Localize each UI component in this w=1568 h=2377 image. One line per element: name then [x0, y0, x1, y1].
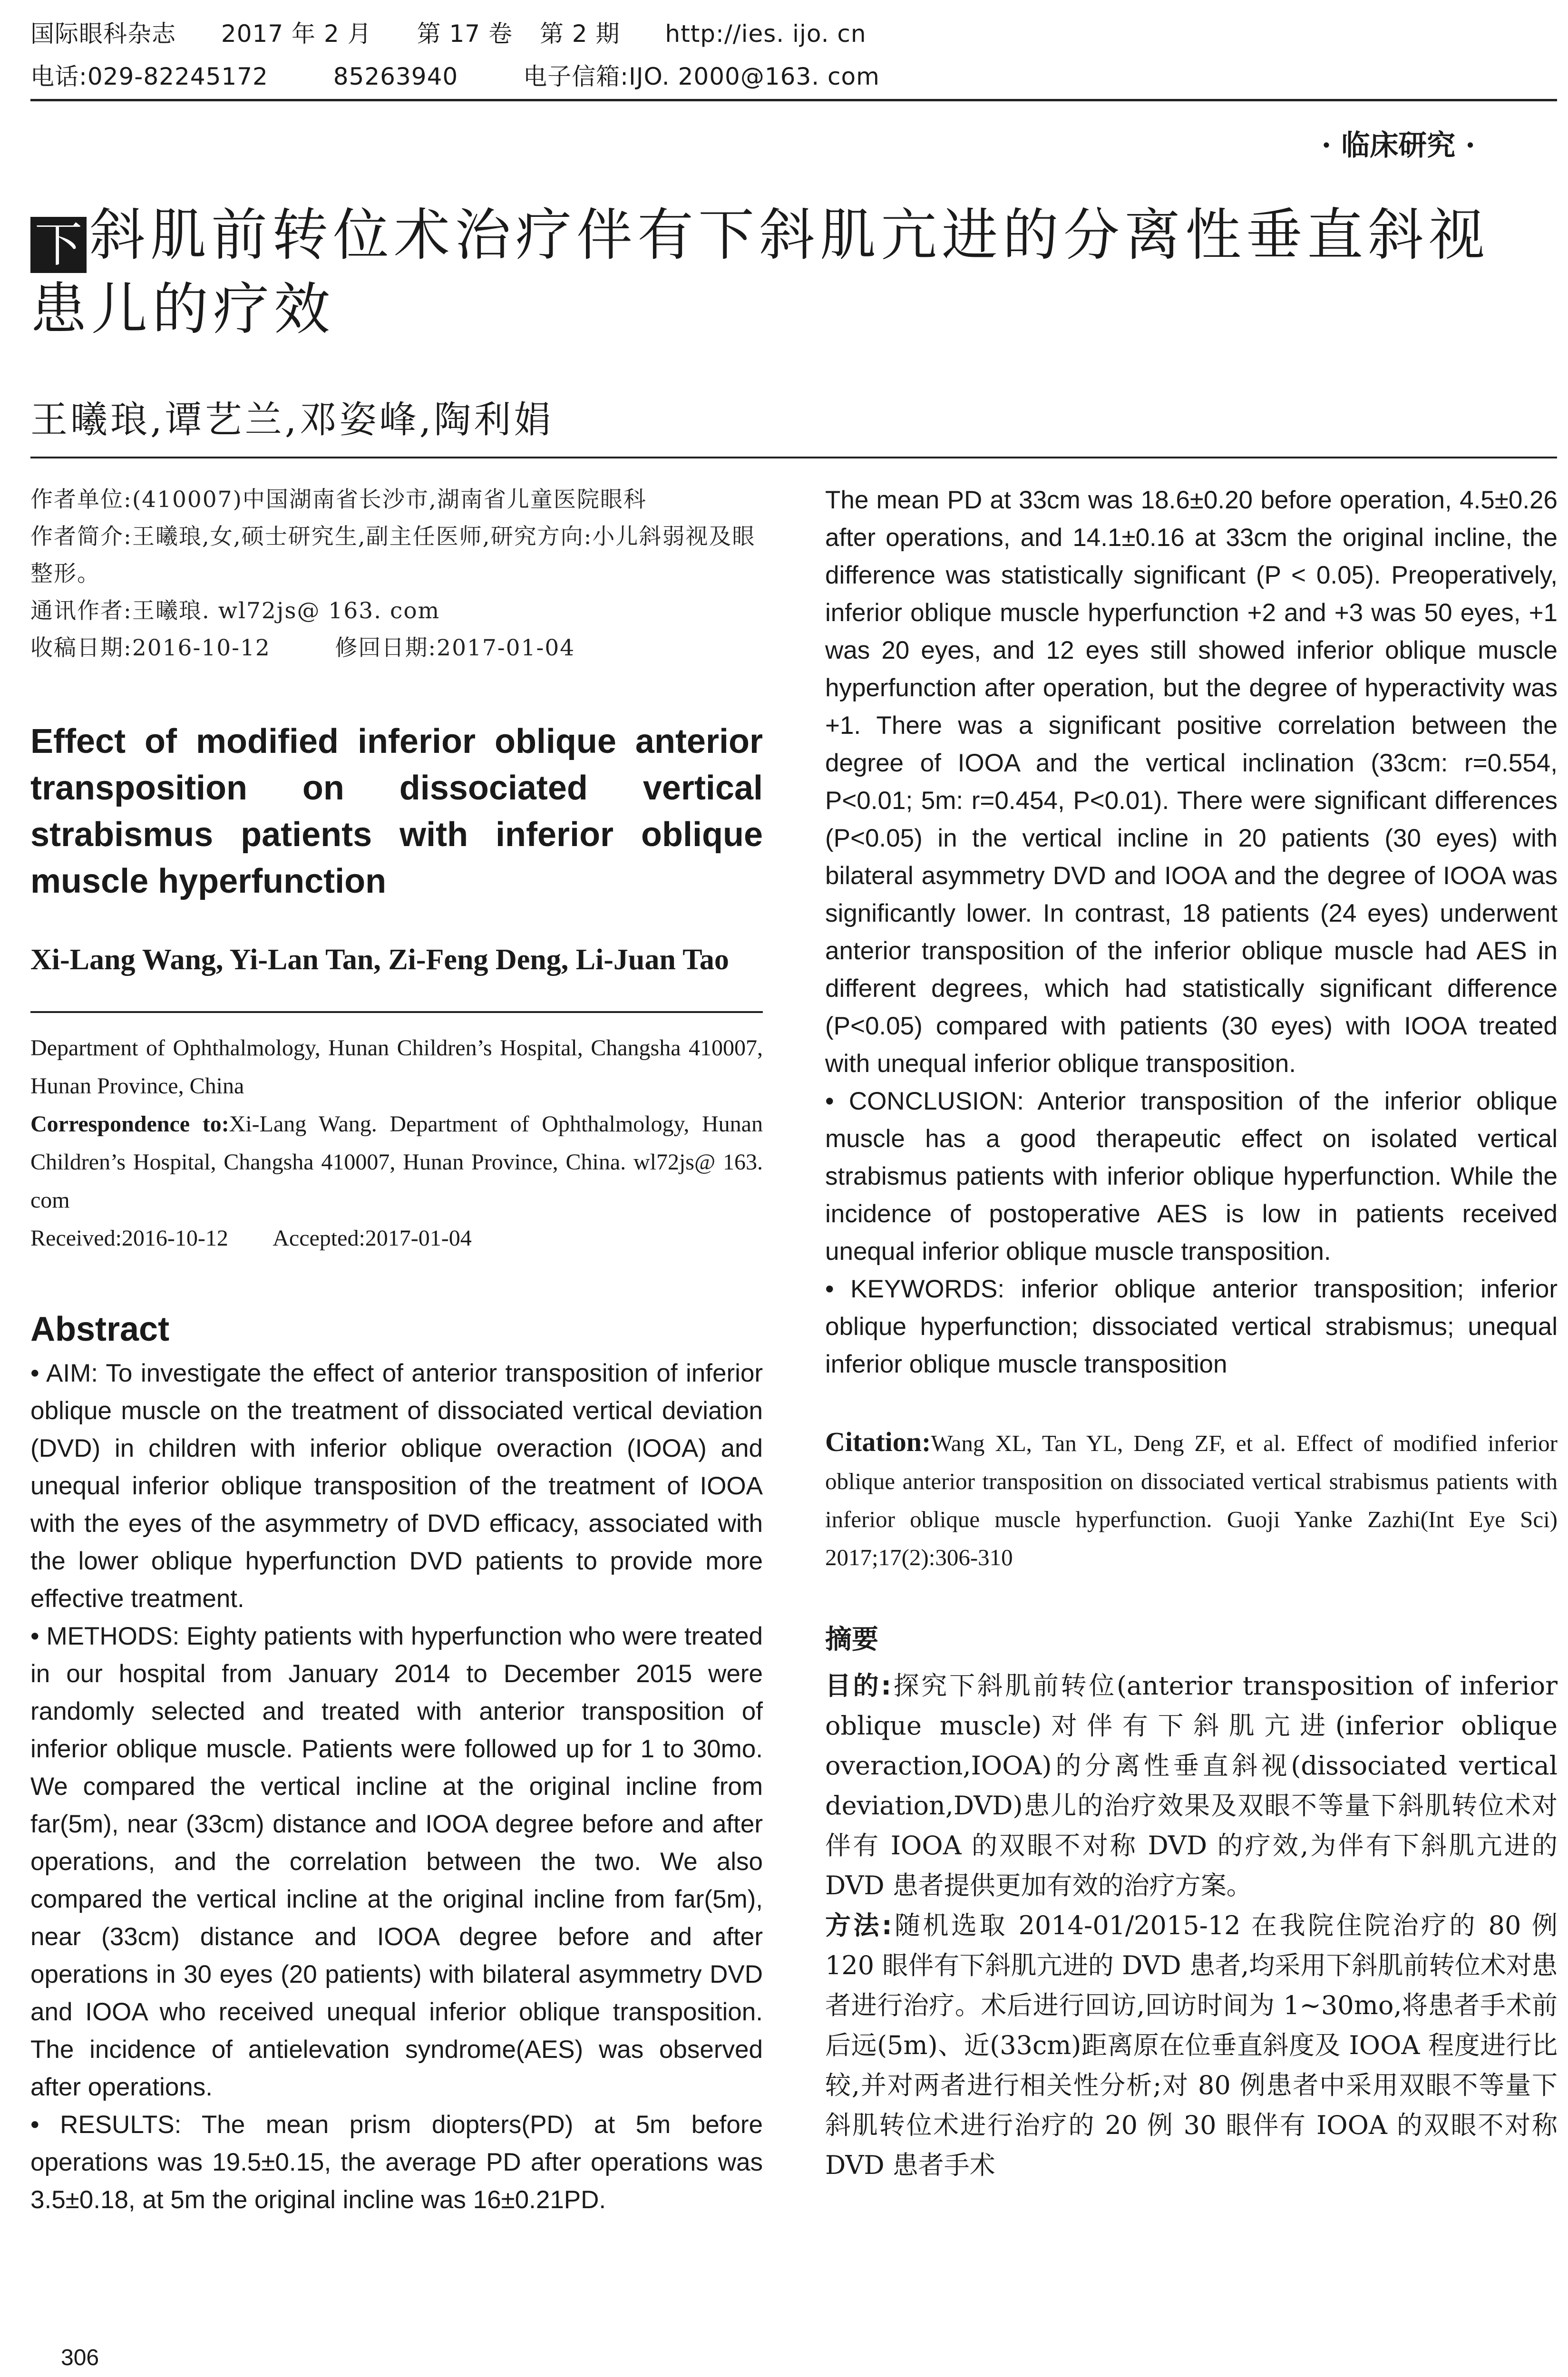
corresponding-author-cn: 通讯作者:王曦琅. wl72js@ 163. com: [30, 598, 440, 624]
section-tag: · 临床研究 ·: [1321, 129, 1475, 162]
journal-header: [30, 17, 904, 50]
contact-line: [30, 60, 917, 93]
chinese-method: 方法:随机选取 2014-01/2015-12 在我院住院治疗的 80 例 120 眼伴有下斜肌亢进的 DVD 患者,均采用下斜肌前转位术对患者进行治疗。术后进行回访,回访时间为 1~30mo,将患者手术前后远(5m)、近(33cm)距离原在位垂直斜度及 IOOA 程度进行比较,并对两者进行相关性分析;对 80 例患者中采用双眼不等量下斜肌转位术进行治疗的 20 例 30 眼伴有 IOOA 的双眼不对称 DVD 患者手术: [825, 1910, 1558, 2180]
chinese-abstract: [825, 1666, 1558, 2185]
affiliation-rule: [30, 1011, 763, 1013]
header-rule: [30, 99, 1557, 101]
phone-2: 85263940: [333, 63, 458, 90]
article-title: [30, 199, 1567, 345]
received-accepted: Received:2016-10-12 Accepted:2017-01-04: [30, 1226, 472, 1251]
author-bio-cn: 作者简介:王曦琅,女,硕士研究生,副主任医师,研究方向:小儿斜弱视及眼整形。: [30, 524, 756, 587]
title-line-1: 下 斜肌前转位术治疗伴有下斜肌亢进的分离性垂直斜视: [30, 199, 1567, 273]
title-drop-char: 下: [30, 217, 87, 273]
correspondence-en: Correspondence to:Xi-Lang Wang. Department of Ophthalmology, Hunan Children’s Hospital, Changsha 410007, Hunan Province, China. wl72js@ 163. com: [30, 1111, 763, 1213]
author-info-cn: [30, 481, 763, 667]
english-authors: Xi-Lang Wang, Yi-Lan Tan, Zi-Feng Deng, Li-Juan Tao: [30, 944, 729, 976]
citation: [825, 1423, 1558, 1577]
abstract-aim: • AIM: To investigate the effect of anterior transposition of inferior oblique muscle on the treatment of dissociated vertical deviation (DVD) in children with inferior oblique overaction (IOOA) and unequal inferior oblique transposition of the treatment of IOOA with the eyes of the asymmetry of DVD efficacy, associated with the lower oblique hyperfunction DVD patients to provide more effective treatment.: [30, 1359, 763, 1613]
page-number: 306: [61, 2345, 99, 2370]
left-column: [30, 481, 763, 2219]
journal-url[interactable]: http://ies. ijo. cn: [665, 20, 867, 48]
affiliation-en: Department of Ophthalmology, Hunan Children’s Hospital, Changsha 410007, Hunan Province, China: [30, 1035, 763, 1099]
abstract-results-continued: The mean PD at 33cm was 18.6±0.20 before operation, 4.5±0.26 after operations, and 14.1±0.16 at 33cm the original incline, the difference was statistically significant (P < 0.05). Preoperatively, inferior oblique muscle hyperfunction +2 and +3 was 50 eyes, +1 was 20 eyes, and 12 eyes still showed inferior oblique muscle hyperfunction after operation, but the degree of hyperactivity was +1. There was a significant positive correlation between the degree of IOOA and the vertical inclination (33cm: r=0.554, P<0.01; 5m: r=0.454, P<0.01). There were significant differences (P<0.05) in the vertical incline in 20 patients (30 eyes) with bilateral asymmetry DVD and IOOA and the degree of IOOA was significantly lower. In contrast, 18 patients (24 eyes) underwent anterior transposition of the inferior oblique muscle had AES in different degrees, which had statistically significant difference (P<0.05) compared with patients (30 eyes) with IOOA treated with unequal inferior oblique transposition.: [825, 486, 1558, 1078]
volume: 第 17 卷: [417, 20, 513, 48]
abstract-methods: • METHODS: Eighty patients with hyperfunction who were treated in our hospital from January 2014 to December 2015 were randomly selected and treated with anterior transposition of inferior oblique muscle. Patients were followed up for 1 to 30mo. We compared the vertical incline at the original incline from far(5m), near (33cm) distance and IOOA degree before and after operations, and the correlation between the two. We also compared the vertical incline at the original incline from far(5m), near (33cm) distance and IOOA degree before and after operations in 30 eyes (20 patients) with bilateral asymmetry DVD and IOOA who received unequal inferior oblique transposition. The incidence of antielevation syndrome(AES) was observed after operations.: [30, 1622, 763, 2101]
abstract-heading: Abstract: [30, 1310, 170, 1348]
chinese-method-label: 方法:: [825, 1910, 892, 1940]
issue-date: 2017 年 2 月: [221, 20, 372, 48]
abstract-right-text: [825, 481, 1558, 1383]
contact-email[interactable]: 电子信箱:IJO. 2000@163. com: [523, 63, 880, 90]
abstract-conclusion: • CONCLUSION: Anterior transposition of the inferior oblique muscle has a good therapeutic effect on isolated vertical strabismus patients with inferior oblique hyperfunction. While the incidence of postoperative AES is low in patients received unequal inferior oblique muscle transposition.: [825, 1087, 1558, 1266]
citation-label: Citation:: [825, 1426, 931, 1457]
citation-text: Wang XL, Tan YL, Deng ZF, et al. Effect of modified inferior oblique anterior transposition on dissociated vertical strabismus patients with inferior oblique muscle hyperfunction. Guoji Yanke Zazhi(Int Eye Sci) 2017;17(2):306-310: [825, 1430, 1558, 1570]
journal-name: 国际眼科杂志: [30, 20, 176, 48]
abstract-results: • RESULTS: The mean prism diopters(PD) at 5m before operations was 19.5±0.15, the average PD after operations was 3.5±0.18, at 5m the original incline was 16±0.21PD.: [30, 2111, 763, 2214]
title-line-2: 患儿的疗效: [30, 276, 335, 342]
right-column: [825, 481, 1558, 2185]
phone: 电话:029-82245172: [30, 63, 268, 90]
abstract-keywords: • KEYWORDS: inferior oblique anterior transposition; inferior oblique hyperfunction; dissociated vertical strabismus; unequal inferior oblique muscle transposition: [825, 1275, 1558, 1378]
english-title: Effect of modified inferior oblique anterior transposition on dissociated vertical strabismus patients with inferior oblique muscle hyperfunction: [30, 722, 763, 900]
chinese-aim: 目的:探究下斜肌前转位(anterior transposition of inferior oblique muscle)对伴有下斜肌亢进(inferior oblique overaction,IOOA)的分离性垂直斜视(dissociated vertical deviation,DVD)患儿的治疗效果及双眼不等量下斜肌转位术对伴有 IOOA 的双眼不对称 DVD 的疗效,为伴有下斜肌亢进的 DVD 患者提供更加有效的治疗方案。: [825, 1671, 1558, 1900]
affiliation-block: [30, 1029, 763, 1257]
correspondence-label: Correspondence to:: [30, 1111, 229, 1137]
abstract-left-text: [30, 1354, 763, 2219]
title-rule: [30, 457, 1557, 458]
affiliation-cn: 作者单位:(410007)中国湖南省长沙市,湖南省儿童医院眼科: [30, 487, 647, 513]
chinese-abstract-heading: 摘要: [825, 1624, 878, 1655]
authors-cn: 王曦琅,谭艺兰,邓姿峰,陶利娟: [30, 399, 554, 441]
chinese-aim-label: 目的:: [825, 1671, 891, 1701]
issue: 第 2 期: [539, 20, 620, 48]
dates-cn: 收稿日期:2016-10-12 修回日期:2017-01-04: [30, 635, 575, 661]
